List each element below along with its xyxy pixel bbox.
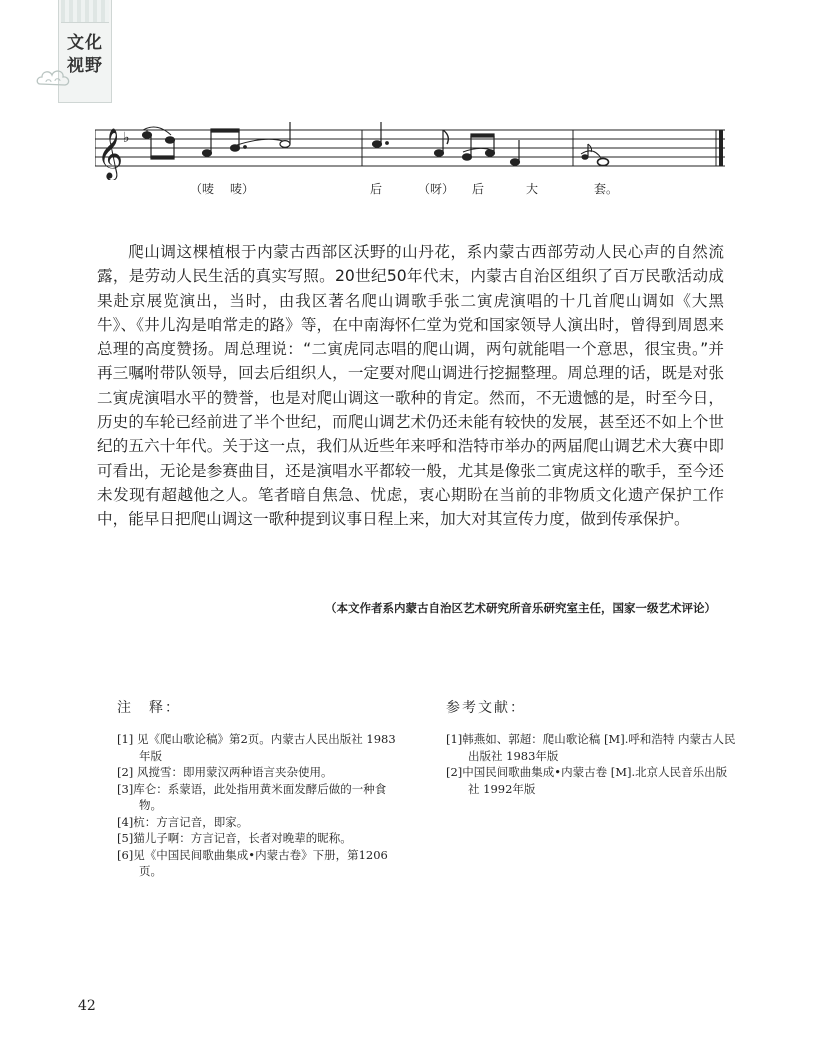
lyric-7: 套。 [594, 182, 619, 196]
references-heading: 参考文献： [446, 700, 526, 716]
notes-section [117, 697, 407, 880]
lyric-1: （唛 [190, 182, 215, 196]
section-label-line1: 文化 [67, 33, 103, 53]
svg-text:♭: ♭ [123, 130, 130, 146]
music-staff [95, 118, 725, 180]
author-note: （本文作者系内蒙古自治区艺术研究所音乐研究室主任，国家一级艺术评论） [325, 601, 716, 615]
reference-item: [1]韩燕如、郭超：爬山歌论稿 [M].呼和浩特 内蒙古人民出版社 1983年版 [446, 732, 736, 763]
body-paragraph: 爬山调这棵植根于内蒙古西部区沃野的山丹花，系内蒙古西部劳动人民心声的自然流露，是劳动人民生活的真实写照。20世纪50年代末，内蒙古自治区组织了百万民歌活动成果赴京展览演出，当时，由我区著名爬山调歌手张二寅虎演唱的十几首爬山调如《大黑牛》、《井儿沟是咱常走的路》等，在中南海怀仁堂为党和国家领导人演出时，曾得到周恩来总理的高度赞扬。周总理说：“二寅虎同志唱的爬山调，两句就能唱一个意思，很宝贵。”并再三嘱咐带队领导，回去后组织人，一定要对爬山调进行挖掘整理。周总理的话，既是对张二寅虎演唱水平的赞誉，也是对爬山调这一歌种的肯定。然而，不无遗憾的是，时至今日，历史的车轮已经前进了半个世纪，而爬山调艺术仍还未能有较快的发展，甚至还不如上个世纪的五六十年代。关于这一点，我们从近些年来呼和浩特市举办的两届爬山调艺术大赛中即可看出，无论是参赛曲目，还是演唱水平都较一般，尤其是像张二寅虎这样的歌手，至今还未发现有超越他之人。笔者暗自焦急、忧虑，衷心期盼在当前的非物质文化遗产保护工作中，能早日把爬山调这一歌种提到议事日程上来，加大对其宣传力度，做到传承保护。 [97, 243, 724, 529]
section-label-line2: 视野 [67, 56, 103, 76]
note-item: [6]见《中国民间歌曲集成•内蒙古卷》下册，第1206页。 [117, 847, 388, 878]
note-item: [4]杭：方言记音，即家。 [117, 814, 249, 829]
note-item: [1] 见《爬山歌论稿》第2页。内蒙古人民出版社 1983年版 [117, 732, 396, 763]
lyric-3: 后 [370, 182, 383, 196]
references-section [446, 697, 736, 797]
cloud-ornament-icon [36, 66, 72, 92]
tab-border-pattern [61, 0, 109, 23]
article-body [97, 240, 724, 532]
lyric-2: 唛） [230, 182, 255, 196]
page-number: 42 [78, 998, 96, 1014]
note-item: [3]库仑：系蒙语，此处指用黄米面发酵后做的一种食物。 [117, 781, 387, 812]
section-label [67, 32, 107, 78]
lyric-6: 大 [526, 182, 539, 196]
reference-item: [2]中国民间歌曲集成•内蒙古卷 [M].北京人民音乐出版社 1992年版 [446, 765, 728, 796]
note-item: [2] 风搅雪：即用蒙汉两种语言夹杂使用。 [117, 765, 333, 779]
svg-text:𝄞: 𝄞 [97, 128, 124, 179]
lyric-4: （呀） [418, 182, 455, 196]
note-item: [5]猫儿子啊：方言记音，长者对晚辈的昵称。 [117, 831, 352, 845]
lyric-5: 后 [472, 182, 485, 196]
notes-heading: 注 释： [117, 700, 181, 716]
